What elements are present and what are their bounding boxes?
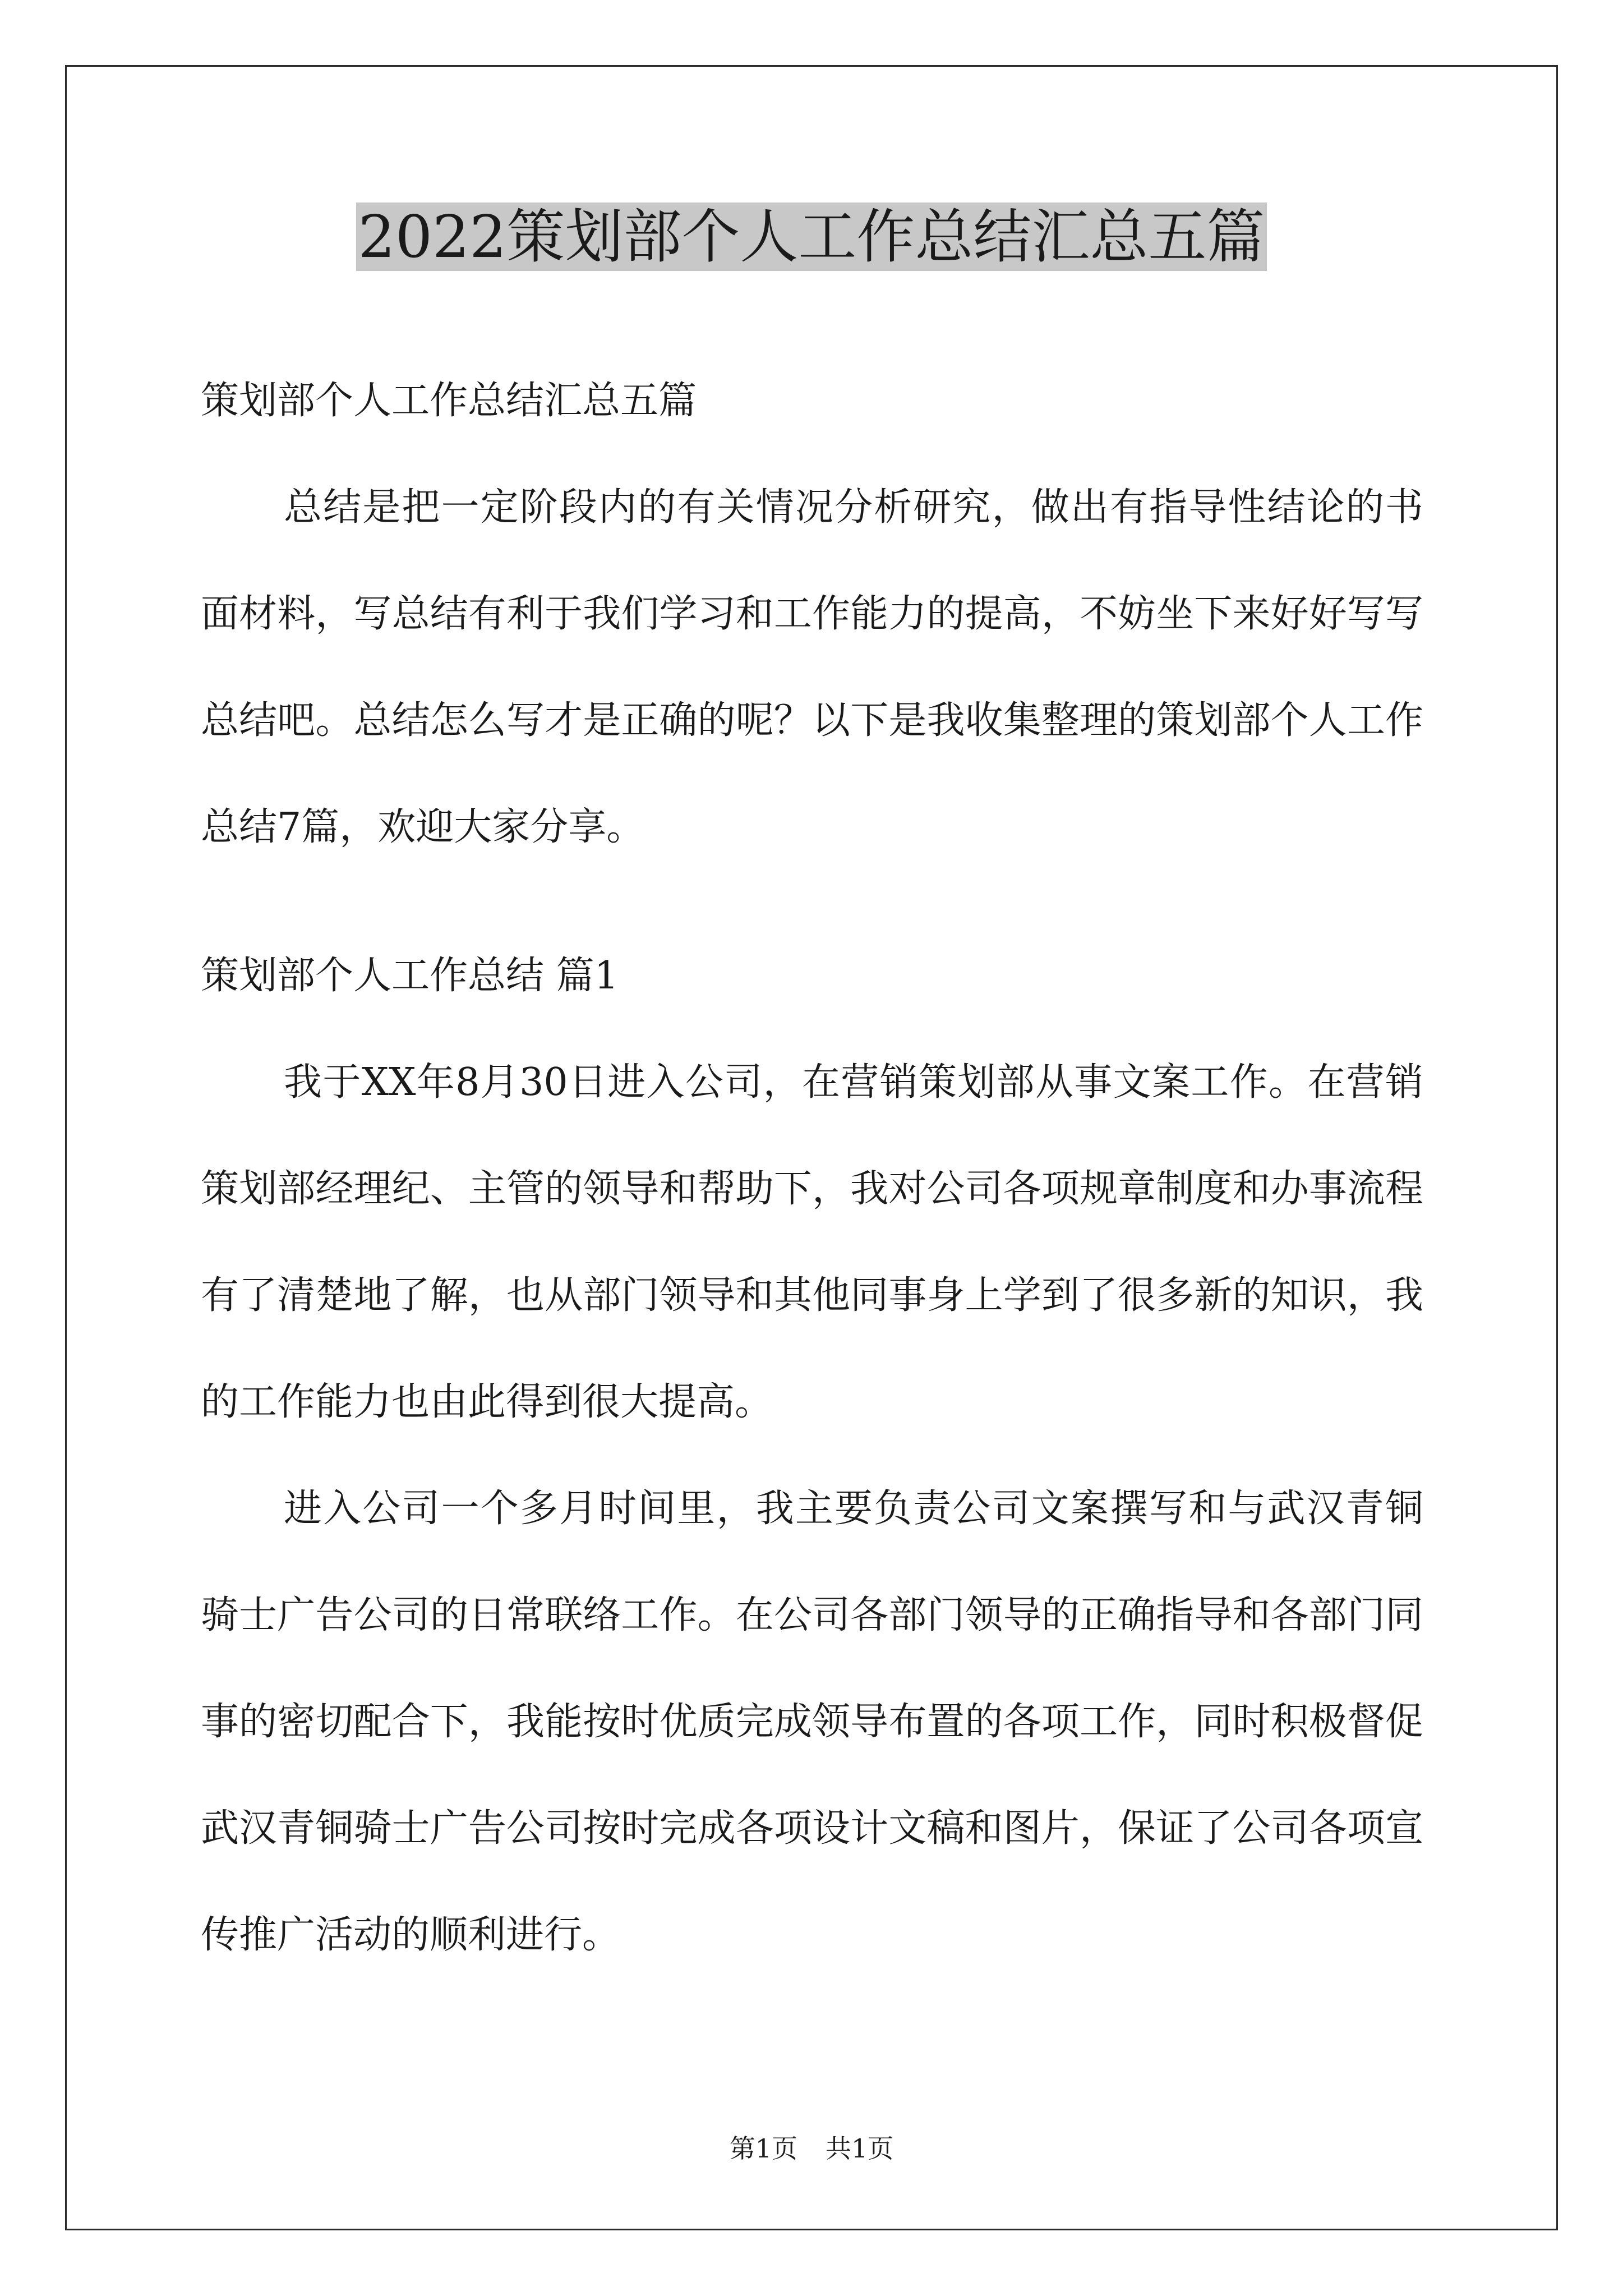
page-total: 共1页 [826, 2133, 894, 2164]
intro-paragraph: 总结是把一定阶段内的有关情况分析研究，做出有指导性结论的书面材料，写总结有利于我们学习和工作能力的提高，不妨坐下来好好写写总结吧。总结怎么写才是正确的呢？以下是我收集整理的策划部个人工作总结7篇，欢迎大家分享。 [201, 485, 1423, 849]
document-body [201, 348, 1423, 1989]
page-footer [0, 2132, 1623, 2165]
page-number: 第1页 [729, 2133, 797, 2164]
body-paragraph: 进入公司一个多月时间里，我主要负责公司文案撰写和与武汉青铜骑士广告公司的日常联络工作。在公司各部门领导的正确指导和各部门同事的密切配合下，我能按时优质完成领导布置的各项工作，同时积极督促武汉青铜骑士广告公司按时完成各项设计文稿和图片，保证了公司各项宣传推广活动的顺利进行。 [201, 1487, 1423, 1957]
document-title-text: 2022策划部个人工作总结汇总五篇 [356, 203, 1267, 271]
body-paragraph: 我于XX年8月30日进入公司，在营销策划部从事文案工作。在营销策划部经理纪、主管的领导和帮助下，我对公司各项规章制度和办事流程有了清楚地了解，也从部门领导和其他同事身上学到了很多新的知识，我的工作能力也由此得到很大提高。 [201, 1060, 1423, 1424]
section-heading: 策划部个人工作总结 篇1 [201, 954, 619, 998]
document-subtitle: 策划部个人工作总结汇总五篇 [201, 379, 697, 423]
document-title [0, 197, 1623, 276]
section-spacer [201, 881, 1423, 923]
